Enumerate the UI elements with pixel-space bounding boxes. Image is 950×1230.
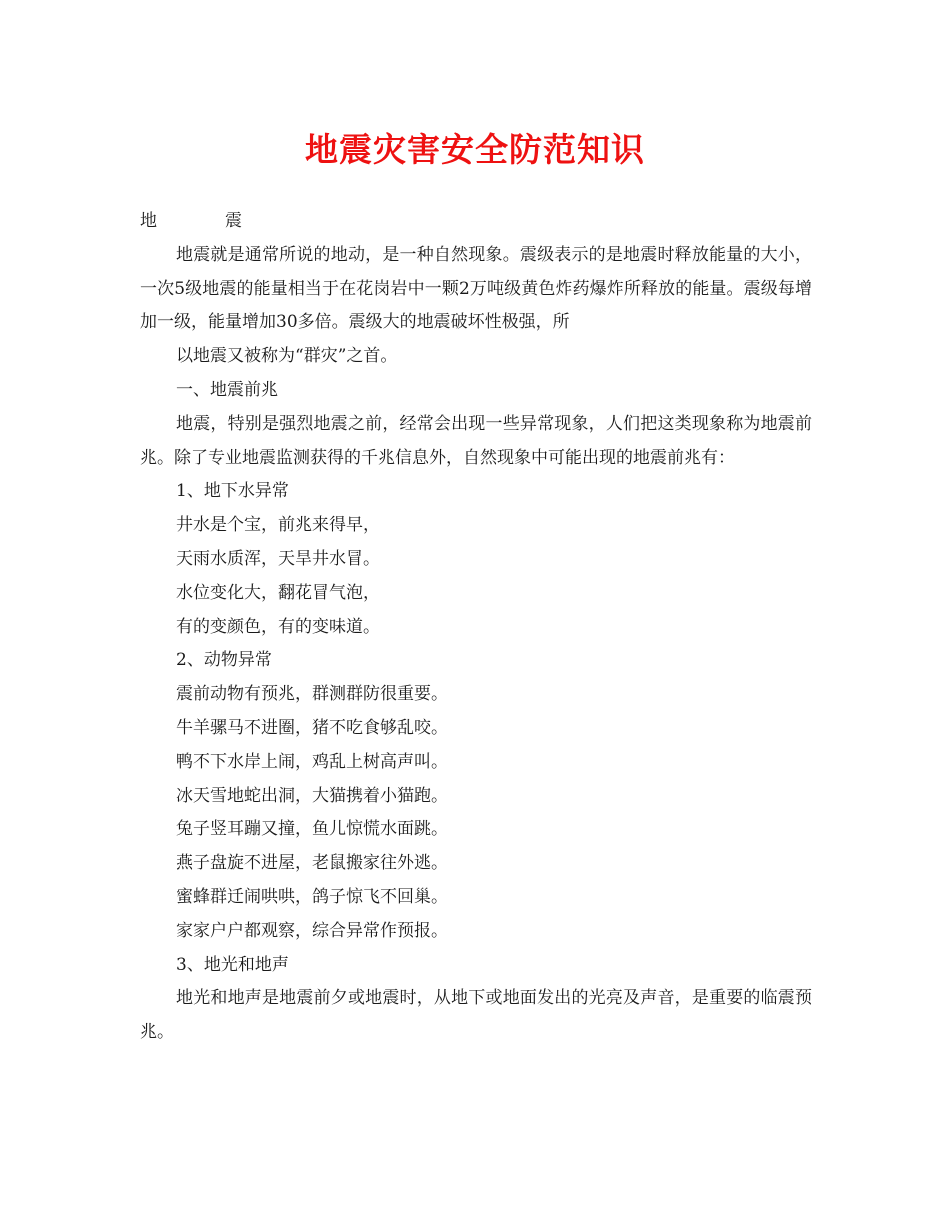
paragraph: 兔子竖耳蹦又撞，鱼儿惊慌水面跳。 [176,819,448,840]
paragraph: 家家户户都观察，综合异常作预报。 [176,920,448,941]
paragraph: 燕子盘旋不进屋，老鼠搬家往外逃。 [176,853,448,874]
paragraph: 地震，特别是强烈地震之前，经常会出现一些异常现象，人们把这类现象称为地震前兆。除了专业地震监测获得的千兆信息外，自然现象中可能出现的地震前兆有： [140,413,812,468]
paragraph: 以地震又被称为“群灾”之首。 [176,346,398,367]
paragraph: 鸭不下水岸上闹，鸡乱上树高声叫。 [176,751,448,772]
paragraph-list [140,239,812,1050]
paragraph: 3、地光和地声 [176,954,289,975]
paragraph: 井水是个宝，前兆来得早， [176,515,380,536]
paragraph: 地震就是通常所说的地动，是一种自然现象。震级表示的是地震时释放能量的大小，一次5级地震的能量相当于在花岗岩中一颗2万吨级黄色炸药爆炸所释放的能量。震级每增加一级，能量增加30多倍。震级大的地震破坏性极强，所 [140,244,812,333]
heading-right: 震 [225,211,242,231]
paragraph: 2、动物异常 [176,650,272,671]
paragraph: 有的变颜色，有的变味道。 [176,616,380,637]
section-heading [140,205,812,239]
paragraph: 1、地下水异常 [176,481,289,502]
document-title: 地震灾害安全防范知识 [305,130,645,169]
heading-left: 地 [140,211,157,231]
paragraph: 水位变化大，翻花冒气泡， [176,582,380,603]
paragraph: 地光和地声是地震前夕或地震时，从地下或地面发出的光亮及声音，是重要的临震预兆。 [140,988,812,1043]
paragraph: 震前动物有预兆，群测群防很重要。 [176,684,448,705]
paragraph: 牛羊骡马不进圈，猪不吃食够乱咬。 [176,717,448,738]
paragraph: 天雨水质浑，天旱井水冒。 [176,548,380,569]
paragraph: 一、地震前兆 [176,379,278,400]
paragraph: 冰天雪地蛇出洞，大猫携着小猫跑。 [176,785,448,806]
paragraph: 蜜蜂群迁闹哄哄，鸽子惊飞不回巢。 [176,886,448,907]
document-body [140,205,812,1050]
